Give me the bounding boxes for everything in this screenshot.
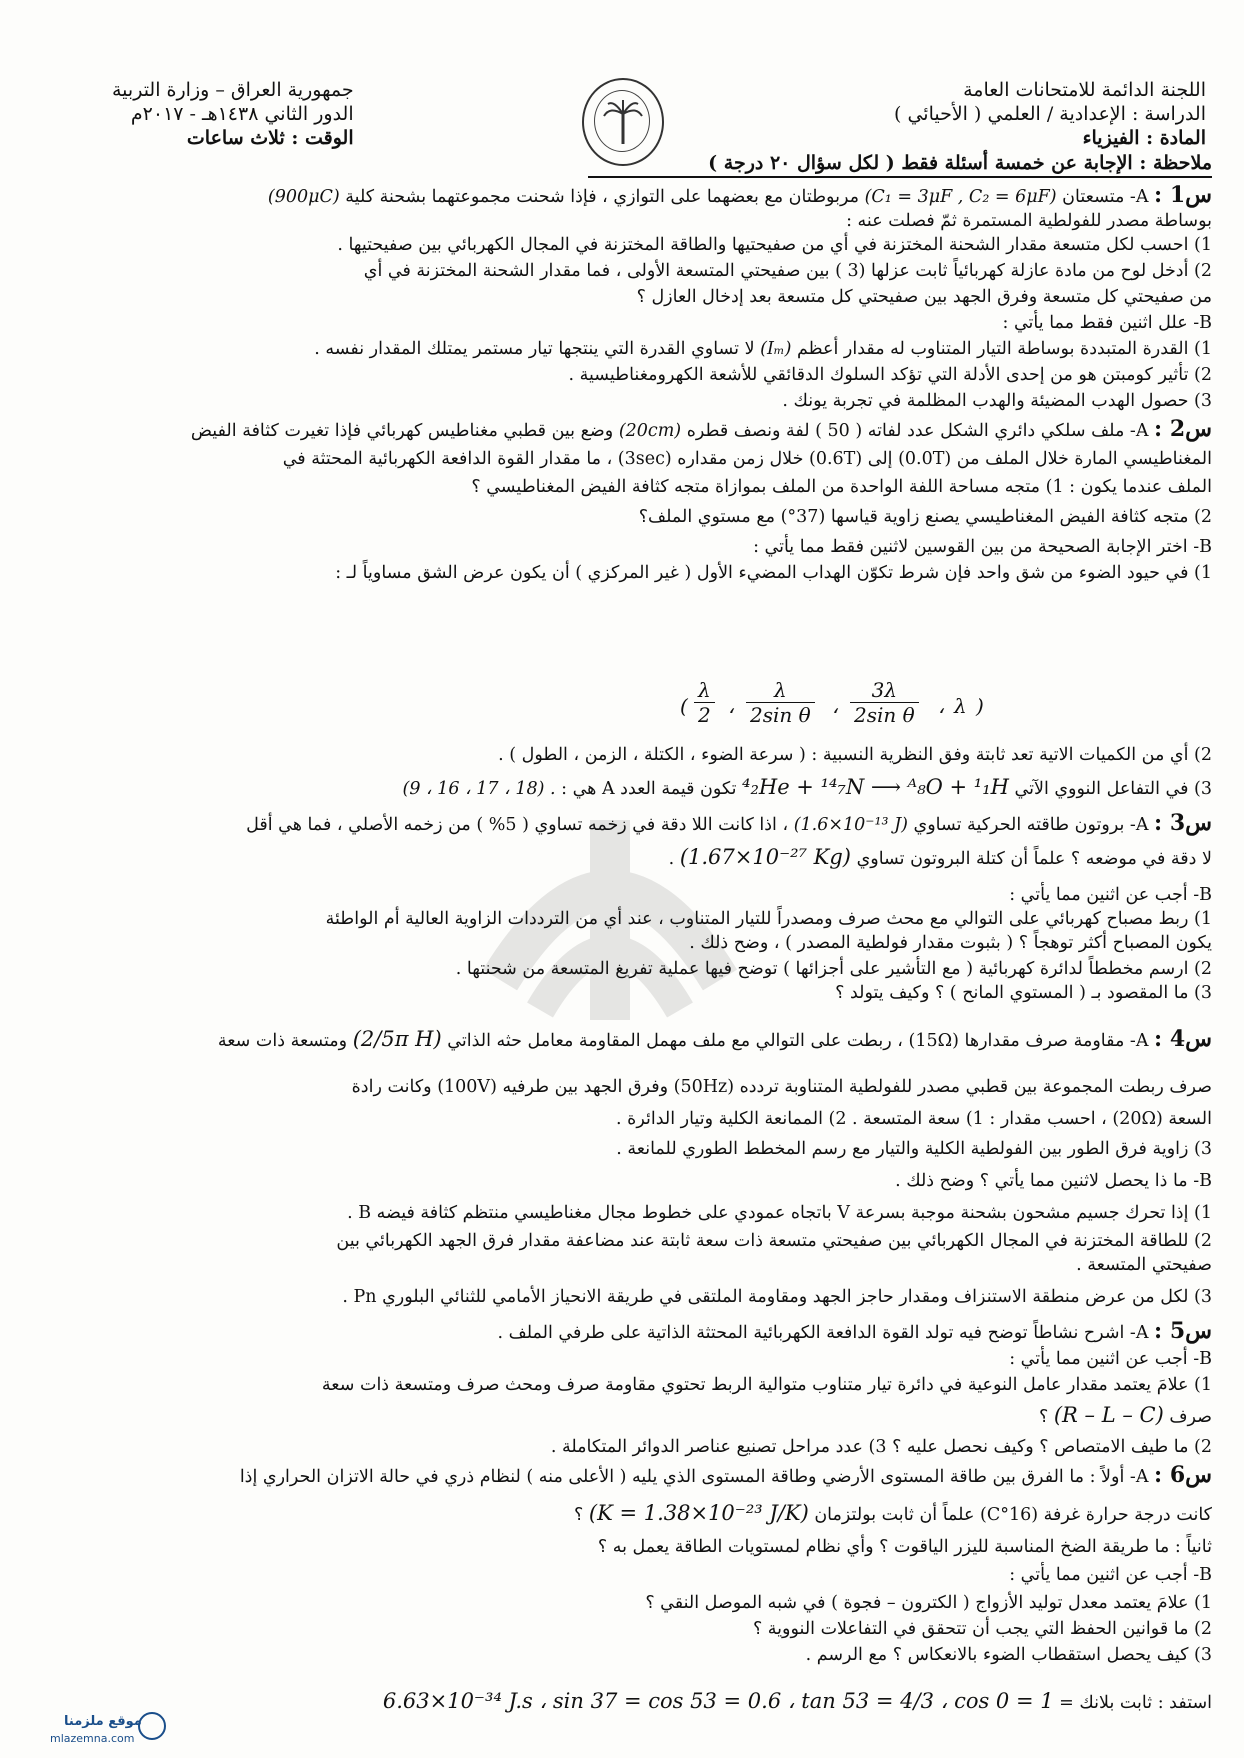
q3-b-item3: 3) ما المقصود بـ ( المستوي المانح ) ؟ وكيف يتولد ؟ — [835, 983, 1212, 1003]
subject: المادة : الفيزياء — [1082, 127, 1206, 149]
q1-a-item1: 1) احسب لكل متسعة مقدار الشحنة المختزنة في أي من صفيحتيها والطاقة المختزنة في المجال الكهربائي بين صفيحتيها . — [337, 235, 1212, 255]
q4-a-line2: صرف ربطت المجموعة بين قطبي مصدر للفولطية المتناوبة تردده (50Hz) وفرق الجهد بين طرفيه (100V) وكانت رادة — [351, 1077, 1212, 1097]
q5-b-item2-3: 2) ما طيف الامتصاص ؟ وكيف نحصل عليه ؟ 3) عدد مراحل تصنيع عناصر الدوائر المتكاملة . — [550, 1437, 1212, 1457]
q1-a-item2: 2) أدخل لوح من مادة عازلة كهربائياً ثابت عزلها (3 ) بين صفيحتي المتسعة الأولى ، فما مقدار الشحنة المختزنة في أي — [363, 261, 1212, 281]
exam-time: الوقت : ثلاث ساعات — [186, 127, 354, 149]
q2-a-line1: س2 : A- ملف سلكي دائري الشكل عدد لفاته ( 50 ) لفة ونصف قطره (20cm) وضع بين قطبي مغناطيس كهربائي فإذا تغيرت كثافة الفيض — [190, 416, 1212, 442]
q3-a-line1: س3 : A- بروتون طاقته الحركية تساوي (1.6×10⁻¹³ J) ، اذا كانت اللا دقة في زخمه تساوي ( 5% ) من زخمه الأصلي ، فما هي أقل — [246, 810, 1212, 836]
q2-a-line2: المغناطيسي المارة خلال الملف من (0.0T) إلى (0.6T) خلال زمن مقداره (3sec) ، ما مقدار القوة الدافعة الكهربائية المحتثة في — [282, 449, 1212, 469]
q4-b-item3: 3) لكل من عرض منطقة الاستنزاف ومقدار حاجز الجهد ومقاومة الملتقى في طريقة الانحياز الأمامي للثنائي البلوري Pn . — [342, 1287, 1212, 1307]
palm-tree-icon — [602, 96, 644, 146]
magnifier-icon — [138, 1712, 166, 1740]
q1-a-item2-cont: من صفيحتي كل متسعة وفرق الجهد بين صفيحتي كل متسعة بعد إدخال العازل ؟ — [636, 287, 1212, 307]
q4-number: س4 : — [1154, 1026, 1212, 1052]
q6-b-item3: 3) كيف يحصل استقطاب الضوء بالانعكاس ؟ مع الرسم . — [805, 1645, 1212, 1665]
choice-lambda-over-2sin: $\frac{\lambda}{\text{2sin θ}}$ — [746, 678, 815, 727]
republic-ministry: جمهورية العراق – وزارة التربية — [112, 79, 354, 101]
q4-a-line3: السعة (20Ω) ، احسب مقدار : 1) سعة المتسعة . 2) الممانعة الكلية وتيار الدائرة . — [616, 1109, 1212, 1129]
q3-b-item1-cont: يكون المصباح أكثر توهجاً ؟ ( بثبوت مقدار فولطية المصدر ) ، وضح ذلك . — [689, 933, 1212, 953]
header-left — [112, 78, 354, 150]
q6-b-item1: 1) علامَ يعتمد معدل توليد الأزواج ( الكترون – فجوة ) في شبه الموصل النقي ؟ — [645, 1593, 1212, 1613]
q5-number: س5 : — [1154, 1318, 1212, 1344]
q1-b-item1: 1) القدرة المتبددة بوساطة التيار المتناوب له مقدار أعظم (Iₘ) لا تساوي القدرة التي ينتجها تيار مستمر يمتلك المقدار نفسه . — [314, 339, 1212, 359]
q5-b-title: B- أجب عن اثنين مما يأتي : — [1009, 1349, 1212, 1369]
exam-note: ملاحظة : الإجابة عن خمسة أسئلة فقط ( لكل سؤال ٢٠ درجة ) — [708, 152, 1212, 174]
q4-b-item1: 1) إذا تحرك جسيم مشحون بشحنة موجبة بسرعة V باتجاه عمودي على خطوط مجال مغناطيسي منتظم كثافة فيضه B . — [347, 1203, 1212, 1223]
q5-b-item1-cont: صرف (R – L – C) ؟ — [1038, 1403, 1212, 1427]
exam-round: الدور الثاني ١٤٣٨هـ - ٢٠١٧م — [130, 103, 354, 125]
q4-b-title: B- ما ذا يحصل لاثنين مما يأتي ؟ وضح ذلك . — [895, 1171, 1212, 1191]
study-branch: الدراسة : الإعدادية / العلمي ( الأحيائي ) — [894, 103, 1206, 125]
q1-b-item2: 2) تأثير كومبتن هو من إحدى الأدلة التي تؤكد السلوك الدقائقي للأشعة الكهرومغناطيسية . — [568, 365, 1212, 385]
q4-b-item2-cont: صفيحتي المتسعة . — [1076, 1255, 1212, 1275]
q3-a-line2: لا دقة في موضعه ؟ علماً أن كتلة البروتون تساوي (1.67×10⁻²⁷ Kg) . — [668, 845, 1212, 869]
site-logo: موقع ملزمنا mlazemna.com — [20, 1710, 170, 1750]
q6-b-title: B- أجب عن اثنين مما يأتي : — [1009, 1565, 1212, 1585]
q6-b-item2: 2) ما قوانين الحفظ التي يجب أن تتحقق في التفاعلات النووية ؟ — [752, 1619, 1212, 1639]
q6-number: س6 : — [1154, 1462, 1212, 1488]
q2-b-item2: 2) أي من الكميات الاتية تعد ثابتة وفق النظرية النسبية : ( سرعة الضوء ، الكتلة ، الزمن ، الطول ) . — [498, 745, 1212, 765]
q2-b-item1: 1) في حيود الضوء من شق واحد فإن شرط تكوّن الهداب المضيء الأول ( غير المركزي ) أن يكون عرض الشق مساوياً لـ : — [335, 563, 1212, 583]
q1-number: س1 : — [1154, 182, 1212, 208]
header-right — [894, 78, 1206, 150]
q2-a-item2: 2) متجه كثافة الفيض المغناطيسي يصنع زاوية قياسها (37°) مع مستوي الملف؟ — [638, 507, 1212, 527]
q1-b-title: B- علل اثنين فقط مما يأتي : — [1002, 313, 1212, 333]
q4-a-item3: 3) زاوية فرق الطور بين الفولطية الكلية والتيار مع رسم المخطط الطوري للمانعة . — [616, 1139, 1212, 1159]
q5-a-line1: س5 : A- اشرح نشاطاً توضح فيه تولد القوة الدافعة الكهربائية المحتثة الذاتية على طرفي الملف . — [497, 1318, 1212, 1344]
q3-number: س3 : — [1154, 810, 1212, 836]
q3-b-item2: 2) ارسم مخططاً لدائرة كهربائية ( مع التأشير على أجزائها ) توضح فيها عملية تفريغ المتسعة من شحنتها . — [455, 959, 1212, 979]
q2-number: س2 : — [1154, 416, 1212, 442]
q2-b-item3: 3) في التفاعل النووي الآتي ⁴₂He + ¹⁴₇N ⟶ ᴬ₈O + ¹₁H تكون قيمة العدد A هي : (9 ، 16 ، 17 ، 18) . — [402, 775, 1212, 799]
q4-b-item2: 2) للطاقة المختزنة في المجال الكهربائي بين صفيحتي متسعة ذات سعة ثابتة عند مضاعفة مقدار فرق الجهد الكهربائي بين — [336, 1231, 1212, 1251]
choice-3lambda-over-2sin: $\frac{3\lambda}{\text{2sin θ}}$ — [850, 678, 919, 727]
committee-name: اللجنة الدائمة للامتحانات العامة — [963, 79, 1206, 101]
q4-a-line1: س4 : A- مقاومة صرف مقدارها (15Ω) ، ربطت على التوالي مع ملف مهمل المقاومة معامل حثه الذاتي (2/5π H) ومتسعة ذات سعة — [217, 1026, 1212, 1052]
q6-a-line3: ثانياً : ما طريقة الضخ المناسبة لليزر الياقوت ؟ وأي نظام لمستويات الطاقة يعمل به ؟ — [597, 1537, 1212, 1557]
choice-lambda-over-2: $\frac{\lambda}{2}$ — [694, 678, 715, 727]
note-underline — [588, 176, 1212, 178]
q1-a-line2: بوساطة مصدر للفولطية المستمرة ثمّ فصلت عنه : — [846, 211, 1212, 231]
q3-b-item1: 1) ربط مصباح كهربائي على التوالي مع محث صرف ومصدراً للتيار المتناوب ، عند أي من الترددات الزاوية العالية أم الواطئة — [325, 909, 1212, 929]
q2-b-title: B- اختر الإجابة الصحيحة من بين القوسين لاثنين فقط مما يأتي : — [753, 537, 1212, 557]
q5-b-item1: 1) علامَ يعتمد مقدار عامل النوعية في دائرة تيار متناوب متوالية الربط تحتوي مقاومة صرف ومحث صرف ومتسعة ذات سعة — [321, 1375, 1212, 1395]
q6-a-line1: س6 : A- أولاً : ما الفرق بين طاقة المستوى الأرضي وطاقة المستوى الذي يليه ( الأعلى منه ) لنظام ذري في حالة الاتزان الحراري إذا — [239, 1462, 1212, 1488]
footer-constants: استفد : ثابت بلانك = 6.63×10⁻³⁴ J.s ، sin 37 = cos 53 = 0.6 ، tan 53 = 4/3 ، cos 0 = 1 — [382, 1689, 1212, 1713]
q2-b-item1-choices: ( $\frac{\lambda}{2}$ ، $\frac{\lambda}{\text{2sin θ}}$ ، $\frac{3\lambda}{\text{2sin θ}}$ ، λ ) — [680, 678, 984, 727]
q3-b-title: B- أجب عن اثنين مما يأتي : — [1009, 885, 1212, 905]
q6-a-line2: كانت درجة حرارة غرفة (16°C) علماً أن ثابت بولتزمان (K = 1.38×10⁻²³ J/K) ؟ — [574, 1501, 1212, 1525]
q1-a-line1: س1 : A- متسعتان (C₁ = 3μF , C₂ = 6μF) مربوطتان مع بعضهما على التوازي ، فإذا شحنت مجموعتهما بشحنة كلية (900μC) — [267, 182, 1212, 208]
q1-b-item3: 3) حصول الهدب المضيئة والهدب المظلمة في تجربة يونك . — [782, 391, 1212, 411]
q2-a-line3: الملف عندما يكون : 1) متجه مساحة اللفة الواحدة من الملف بموازاة متجه كثافة الفيض المغناطيسي ؟ — [471, 477, 1212, 497]
choice-lambda: λ — [954, 694, 967, 718]
